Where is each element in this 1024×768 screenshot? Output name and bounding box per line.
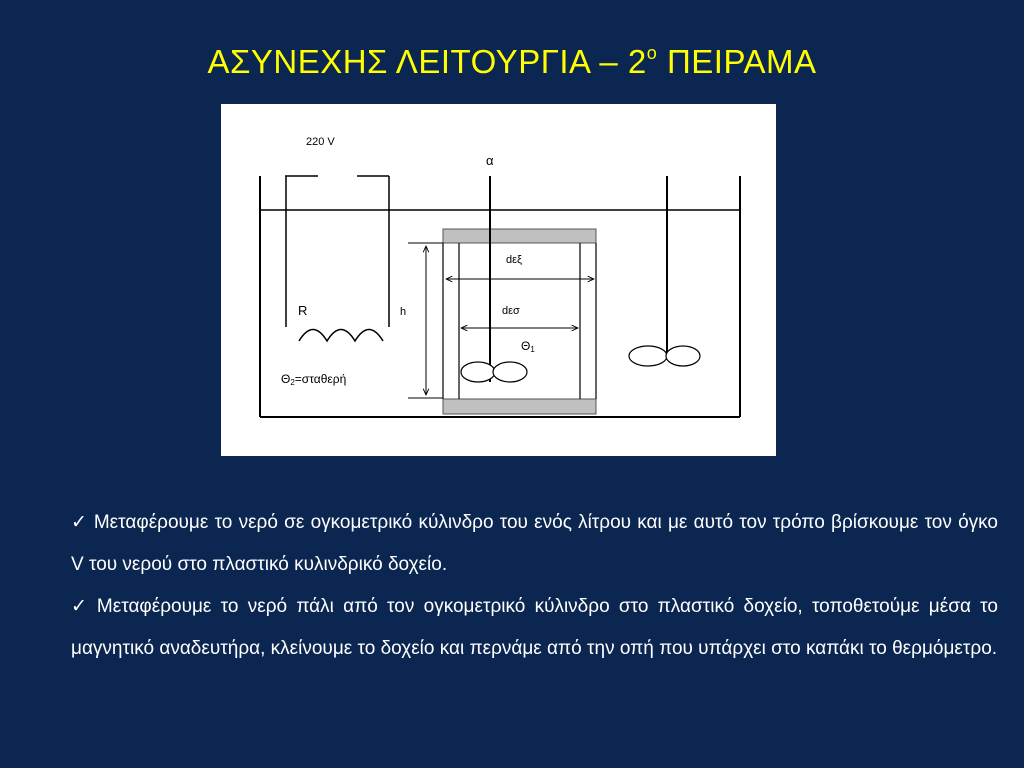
outer-diameter-label: dεξ	[506, 254, 522, 266]
thermometer-label: α	[486, 153, 494, 168]
checkmark-icon: ✓	[71, 512, 88, 533]
height-label: h	[400, 306, 407, 318]
inner-diameter-label: dεσ	[502, 305, 520, 317]
magnetic-stirrer	[461, 362, 527, 382]
resistor-label: R	[298, 303, 308, 318]
theta1-label: Θ1	[521, 339, 535, 354]
theta2-label: Θ2=σταθερή	[281, 372, 347, 387]
container-base	[443, 399, 596, 414]
experiment-diagram	[221, 104, 776, 456]
bath-stirrer-paddle	[629, 346, 700, 366]
bullet-item: ✓ Μεταφέρουμε το νερό σε ογκομετρικό κύλινδρο του ενός λίτρου και με αυτό τον τρόπο βρίσκουμε τον όγκο V του νερού στο πλαστικό κυλινδρικό δοχείο.	[71, 512, 998, 575]
container-lid	[443, 229, 596, 243]
height-dimension	[408, 243, 443, 398]
bullet-item: ✓ Μεταφέρουμε το νερό πάλι από τον ογκομετρικό κύλινδρο στο πλαστικό δοχείο, τοποθετούμε μέσα το μαγνητικό αναδευτήρα, κλείνουμε το δοχείο και περνάμε από την οπή που υπάρχει στο καπάκι το θερμόμετρο.	[71, 596, 998, 659]
voltage-label: 220 V	[306, 136, 335, 148]
slide-title: ΑΣΥΝΕΧΗΣ ΛΕΙΤΟΥΡΓΙΑ – $2^o$ ΠΕΙΡΑΜΑ	[207, 43, 817, 80]
checkmark-icon: ✓	[71, 596, 91, 617]
bullet-list	[71, 502, 998, 670]
